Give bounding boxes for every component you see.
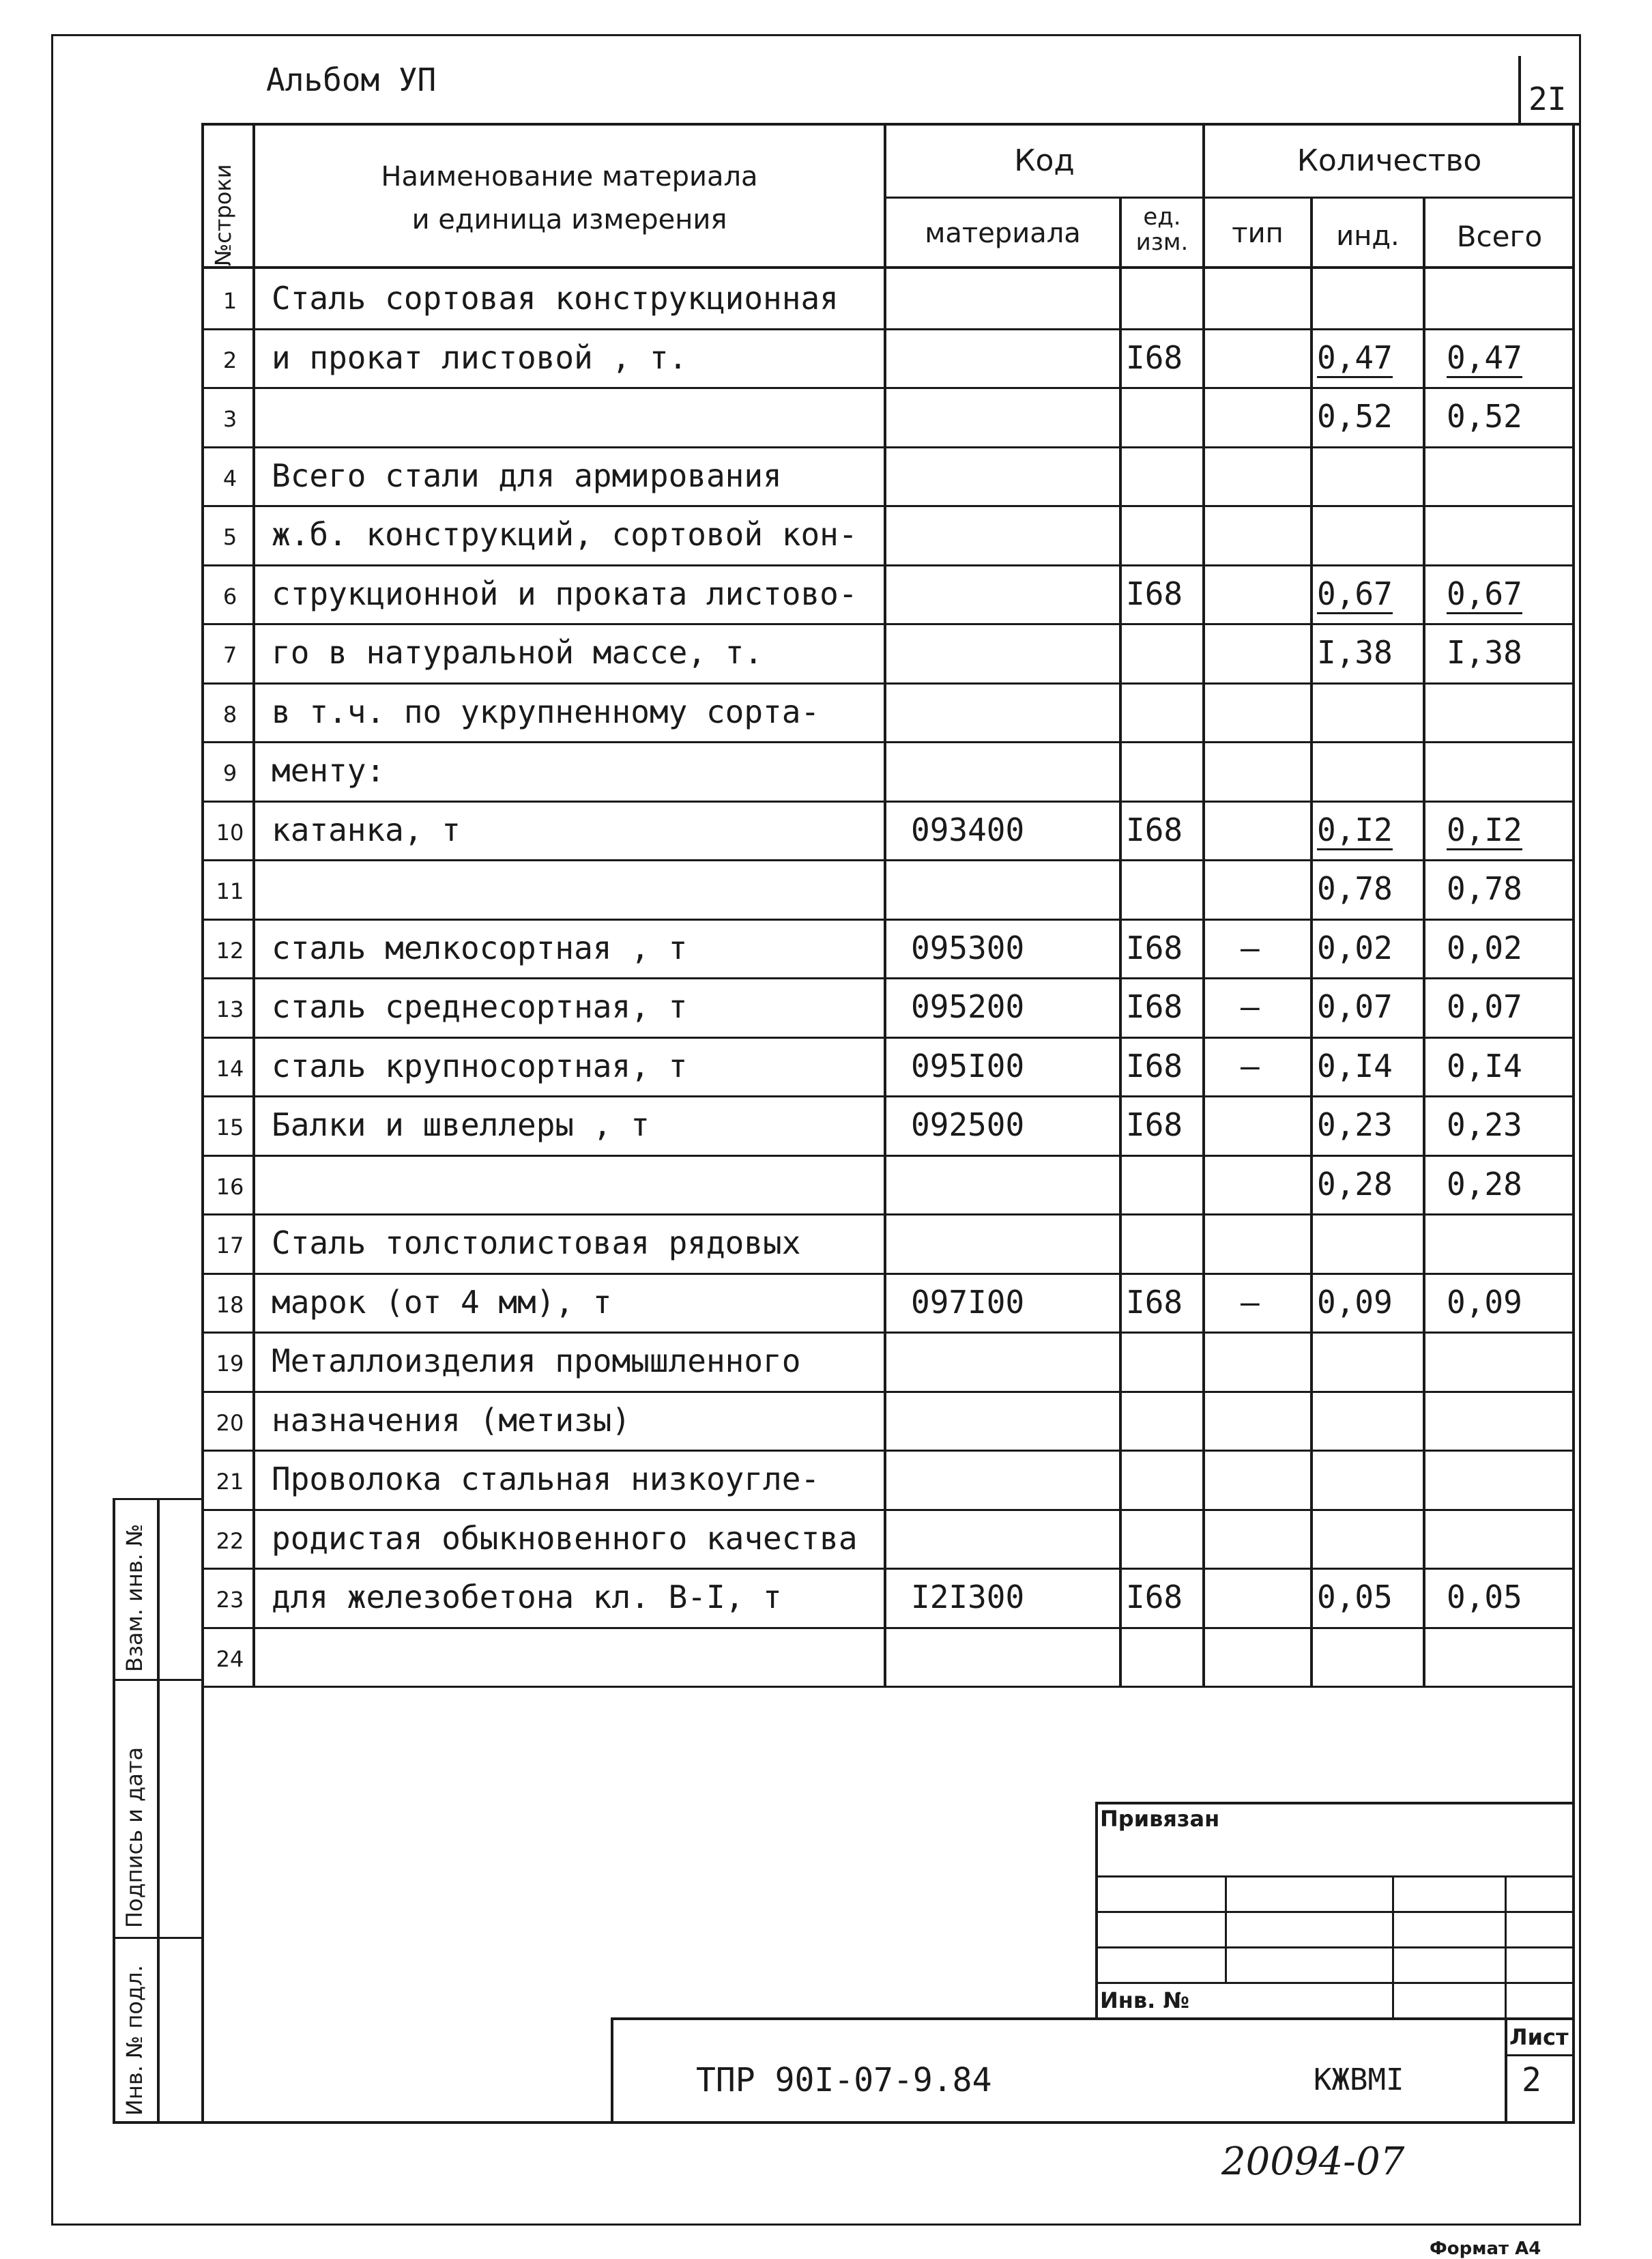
doc-code: ТПР 90I-07-9.84 bbox=[696, 2061, 992, 2099]
row-number: 2 bbox=[222, 347, 237, 373]
row-name: сталь крупносортная, т bbox=[272, 1048, 688, 1084]
row-total: 0,47 bbox=[1447, 339, 1522, 378]
row-line bbox=[201, 741, 1575, 743]
bound-row-2 bbox=[1095, 1911, 1575, 1913]
row-total: 0,52 bbox=[1447, 398, 1522, 435]
header-bottom-line bbox=[201, 266, 1575, 269]
bound-row-1 bbox=[1095, 1875, 1575, 1877]
outer-frame-top bbox=[51, 34, 1581, 36]
row-total: 0,67 bbox=[1447, 575, 1522, 614]
row-number: 7 bbox=[222, 642, 237, 668]
header-code: Код bbox=[1014, 143, 1075, 178]
row-line bbox=[201, 1568, 1575, 1570]
bound-col-1 bbox=[1225, 1875, 1227, 1982]
row-line bbox=[201, 623, 1575, 625]
row-unit: I68 bbox=[1126, 1579, 1183, 1615]
page-number: 2I bbox=[1528, 81, 1567, 117]
row-type: – bbox=[1241, 930, 1260, 966]
header-name-line2: и единица измерения bbox=[411, 204, 727, 235]
row-type: – bbox=[1241, 988, 1260, 1025]
row-number: 5 bbox=[222, 524, 237, 550]
header-ind: инд. bbox=[1336, 220, 1400, 252]
row-ind: 0,07 bbox=[1317, 988, 1393, 1025]
row-ind: 0,05 bbox=[1317, 1579, 1393, 1615]
row-name: для железобетона кл. В-I, т bbox=[272, 1579, 782, 1615]
row-type: – bbox=[1241, 1284, 1260, 1321]
row-ind: 0,52 bbox=[1317, 398, 1393, 435]
bound-box-top bbox=[1095, 1802, 1575, 1804]
row-line bbox=[201, 1037, 1575, 1039]
row-total: I,38 bbox=[1447, 634, 1522, 671]
side-replaced-inv: Взам. инв. № bbox=[121, 1523, 147, 1672]
row-number: 19 bbox=[216, 1351, 244, 1377]
bound-row-4 bbox=[1095, 1982, 1575, 1984]
outer-frame-left bbox=[51, 34, 53, 2225]
row-ind: 0,23 bbox=[1317, 1106, 1393, 1143]
row-line bbox=[201, 1332, 1575, 1334]
row-name: ж.б. конструкций, сортовой кон- bbox=[272, 516, 858, 553]
row-name: Сталь толстолистовая рядовых bbox=[272, 1224, 801, 1261]
row-number: 6 bbox=[222, 584, 237, 609]
header-type: тип bbox=[1232, 218, 1284, 249]
row-ind: I,38 bbox=[1317, 634, 1393, 671]
row-line bbox=[201, 564, 1575, 566]
row-code: 097I00 bbox=[911, 1284, 1025, 1321]
row-name: катанка, т bbox=[272, 811, 461, 848]
row-number: 13 bbox=[216, 996, 244, 1022]
main-stamp-left bbox=[611, 2017, 613, 2124]
row-line bbox=[201, 1509, 1575, 1511]
row-unit: I68 bbox=[1126, 339, 1183, 376]
row-total: 0,02 bbox=[1447, 930, 1522, 966]
row-number: 9 bbox=[222, 760, 237, 786]
row-ind: 0,I4 bbox=[1317, 1048, 1393, 1084]
table-top bbox=[201, 123, 1580, 126]
bound-col-2 bbox=[1392, 1875, 1394, 2017]
row-total: 0,07 bbox=[1447, 988, 1522, 1025]
row-code: 095I00 bbox=[911, 1048, 1025, 1084]
row-type: – bbox=[1241, 1048, 1260, 1084]
outer-frame-bottom bbox=[51, 2224, 1581, 2226]
row-line bbox=[201, 1627, 1575, 1629]
header-quantity: Количество bbox=[1296, 143, 1482, 178]
side-stamp-inner bbox=[157, 1498, 160, 2123]
format-label: Формат А4 bbox=[1430, 2239, 1541, 2259]
row-unit: I68 bbox=[1126, 1284, 1183, 1321]
row-number: 8 bbox=[222, 702, 237, 728]
row-name: го в натуральной массе, т. bbox=[272, 634, 764, 671]
row-line bbox=[201, 859, 1575, 861]
drawing-bottom bbox=[113, 2121, 1575, 2124]
main-stamp-top bbox=[611, 2017, 1575, 2020]
sheet-number: 2 bbox=[1522, 2061, 1541, 2099]
side-inv-no-orig: Инв. № подл. bbox=[121, 1965, 147, 2116]
row-number: 20 bbox=[216, 1410, 244, 1436]
row-number: 24 bbox=[216, 1646, 244, 1672]
bound-to-label: Привязан bbox=[1100, 1806, 1220, 1832]
row-name: марок (от 4 мм), т bbox=[272, 1284, 612, 1321]
row-line bbox=[201, 505, 1575, 507]
row-number: 21 bbox=[216, 1469, 244, 1495]
row-unit: I68 bbox=[1126, 575, 1183, 612]
row-name: Сталь сортовая конструкционная bbox=[272, 280, 839, 317]
row-line bbox=[201, 1095, 1575, 1097]
header-name-line1: Наименование материала bbox=[381, 161, 758, 192]
col-line-3 bbox=[1119, 198, 1122, 1686]
field-bottom-left bbox=[201, 1686, 204, 2123]
row-total: 0,28 bbox=[1447, 1166, 1522, 1203]
row-ind: 0,78 bbox=[1317, 870, 1393, 907]
sheet-label: Лист bbox=[1509, 2024, 1569, 2050]
row-name: сталь мелкосортная , т bbox=[272, 930, 688, 966]
side-stamp-top bbox=[113, 1498, 204, 1500]
outer-frame-right bbox=[1579, 34, 1581, 2225]
sheet-box-mid bbox=[1505, 2054, 1575, 2056]
col-line-6 bbox=[1423, 198, 1425, 1686]
row-number: 15 bbox=[216, 1114, 244, 1140]
header-total: Всего bbox=[1456, 220, 1543, 253]
bound-box-left bbox=[1095, 1802, 1098, 2019]
header-unit: ед. изм. bbox=[1135, 203, 1189, 257]
row-number: 10 bbox=[216, 820, 244, 846]
row-line bbox=[201, 446, 1575, 448]
row-ind: 0,47 bbox=[1317, 339, 1393, 378]
side-stamp-div2 bbox=[113, 1937, 204, 1939]
row-unit: I68 bbox=[1126, 988, 1183, 1025]
row-unit: I68 bbox=[1126, 930, 1183, 966]
row-total: 0,09 bbox=[1447, 1284, 1522, 1321]
row-name: и прокат листовой , т. bbox=[272, 339, 688, 376]
header-mid-line bbox=[884, 197, 1575, 199]
row-line bbox=[201, 387, 1575, 389]
col-line-5 bbox=[1310, 198, 1313, 1686]
row-name: назначения (метизы) bbox=[272, 1402, 631, 1439]
row-total: 0,78 bbox=[1447, 870, 1522, 907]
header-material: материала bbox=[925, 218, 1081, 249]
row-code: I2I300 bbox=[911, 1579, 1025, 1615]
page-number-box-left bbox=[1518, 56, 1521, 124]
row-name: родистая обыкновенного качества bbox=[272, 1520, 858, 1557]
row-name: Металлоизделия промышленного bbox=[272, 1342, 801, 1379]
row-line bbox=[201, 1155, 1575, 1157]
table-right bbox=[1572, 123, 1575, 2123]
row-code: 095300 bbox=[911, 930, 1025, 966]
row-line bbox=[201, 328, 1575, 330]
row-name: струкционной и проката листово- bbox=[272, 575, 858, 612]
row-ind: 0,I2 bbox=[1317, 811, 1393, 850]
row-number: 14 bbox=[216, 1056, 244, 1082]
row-number: 22 bbox=[216, 1528, 244, 1554]
row-number: 17 bbox=[216, 1233, 244, 1258]
row-ind: 0,67 bbox=[1317, 575, 1393, 614]
row-line bbox=[201, 1450, 1575, 1452]
row-ind: 0,09 bbox=[1317, 1284, 1393, 1321]
row-unit: I68 bbox=[1126, 1048, 1183, 1084]
row-name: Балки и швеллеры , т bbox=[272, 1106, 650, 1143]
row-line bbox=[201, 801, 1575, 803]
side-stamp-div1 bbox=[113, 1679, 204, 1681]
row-total: 0,05 bbox=[1447, 1579, 1522, 1615]
row-number: 23 bbox=[216, 1587, 244, 1613]
row-ind: 0,28 bbox=[1317, 1166, 1393, 1203]
row-line bbox=[201, 919, 1575, 921]
row-name: Проволока стальная низкоугле- bbox=[272, 1461, 820, 1497]
row-number: 18 bbox=[216, 1292, 244, 1318]
row-total: 0,I4 bbox=[1447, 1048, 1522, 1084]
album-title: Альбом УП bbox=[266, 61, 437, 98]
row-ind: 0,02 bbox=[1317, 930, 1393, 966]
doc-mark: КЖВМI bbox=[1314, 2062, 1404, 2097]
row-unit: I68 bbox=[1126, 811, 1183, 848]
row-line bbox=[201, 977, 1575, 979]
row-line bbox=[201, 1686, 1575, 1688]
row-total: 0,23 bbox=[1447, 1106, 1522, 1143]
side-stamp-outer bbox=[113, 1498, 115, 2123]
row-line bbox=[201, 1391, 1575, 1393]
bound-row-3 bbox=[1095, 1946, 1575, 1948]
row-code: 092500 bbox=[911, 1106, 1025, 1143]
bound-col-3 bbox=[1505, 1875, 1507, 2017]
header-row-no: №строки bbox=[210, 164, 236, 266]
inv-no-label: Инв. № bbox=[1100, 1987, 1189, 2013]
row-name: Всего стали для армирования bbox=[272, 457, 782, 494]
sheet-box-left bbox=[1505, 2017, 1507, 2124]
row-name: сталь среднесортная, т bbox=[272, 988, 688, 1025]
row-line bbox=[201, 1213, 1575, 1215]
row-number: 12 bbox=[216, 938, 244, 964]
side-signature-date: Подпись и дата bbox=[121, 1746, 147, 1928]
row-code: 093400 bbox=[911, 811, 1025, 848]
handwritten-number: 20094-07 bbox=[1221, 2140, 1405, 2184]
row-name: в т.ч. по укрупненному сорта- bbox=[272, 693, 820, 730]
row-number: 11 bbox=[216, 878, 244, 904]
row-code: 095200 bbox=[911, 988, 1025, 1025]
row-unit: I68 bbox=[1126, 1106, 1183, 1143]
row-total: 0,I2 bbox=[1447, 811, 1522, 850]
row-line bbox=[201, 682, 1575, 685]
row-line bbox=[201, 1273, 1575, 1275]
row-number: 16 bbox=[216, 1174, 244, 1200]
row-number: 1 bbox=[222, 288, 237, 314]
row-number: 3 bbox=[222, 406, 237, 432]
row-name: менту: bbox=[272, 752, 386, 789]
row-number: 4 bbox=[222, 465, 237, 491]
